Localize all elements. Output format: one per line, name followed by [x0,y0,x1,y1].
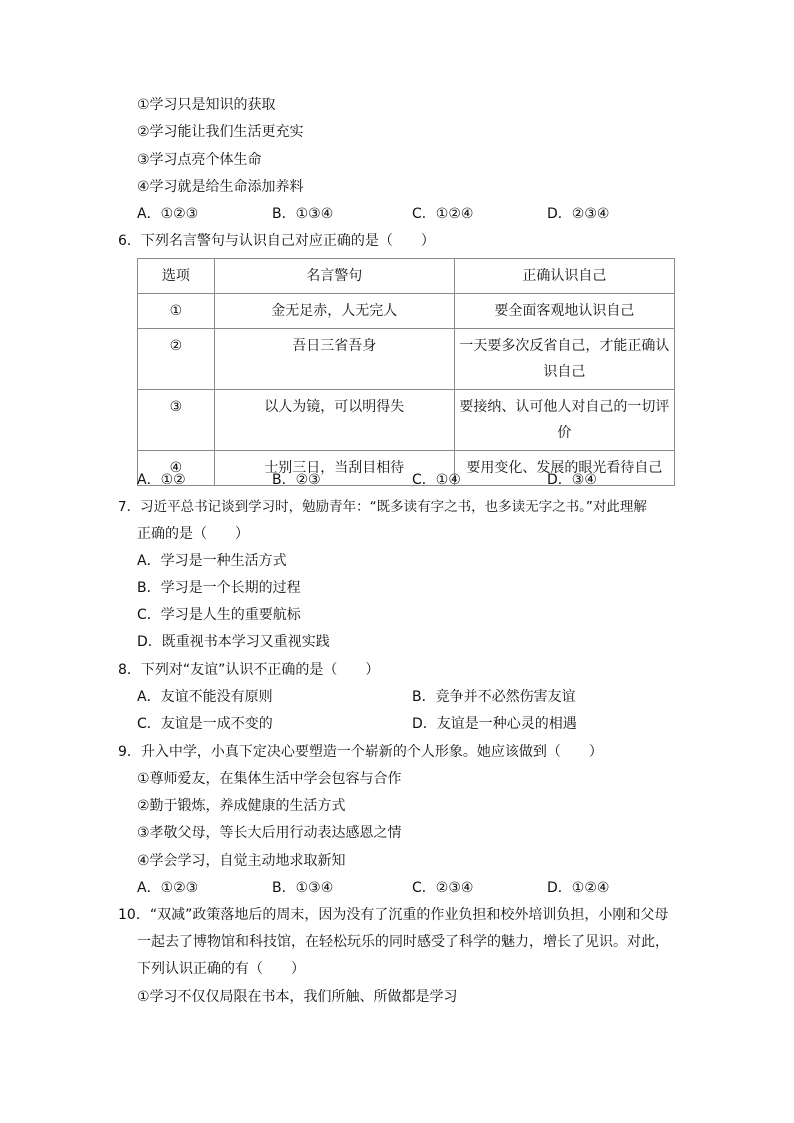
q5-option-c: C．①②④ [412,206,474,222]
q7-option-b: B．学习是一个长期的过程 [137,580,301,596]
q9-option-d: D．①②④ [547,880,610,896]
table-cell: 一天要多次反省自己，才能正确认识自己 [454,329,674,390]
q9-option-c: C．②③④ [412,880,474,896]
table-cell: 士别三日，当刮目相待 [214,451,454,486]
table-header: 选项 [138,259,215,294]
q5-option-a: A．①②③ [137,206,199,222]
table-row [138,294,675,329]
table-header: 名言警句 [214,259,454,294]
table-header-row [138,259,675,294]
q5-option-b: B．①③④ [272,206,334,222]
q9-option-a: A．①②③ [137,880,199,896]
q8-option-c: C．友谊是一成不变的 [137,716,273,732]
q6-option-d: D．③④ [547,472,597,488]
statement-3: ③学习点亮个体生命 [137,152,262,168]
q7-stem-line2: 正确的是（ ） [137,526,249,542]
q9-statement-4: ④学会学习，自觉主动地求取新知 [137,853,346,869]
table-cell: 金无足赤，人无完人 [214,294,454,329]
table-header: 正确认识自己 [454,259,674,294]
q10-stem-line3: 下列认识正确的有（ ） [137,961,305,977]
table-cell: 吾日三省吾身 [214,329,454,390]
table-cell: 以人为镜，可以明得失 [214,390,454,451]
table-cell: ③ [138,390,215,451]
q7-stem-line1: 7．习近平总书记谈到学习时，勉励青年：“既多读有字之书，也多读无字之书。”对此理解 [118,499,647,515]
q9-statement-2: ②勤于锻炼，养成健康的生活方式 [137,798,346,814]
q6-option-a: A．①② [137,472,186,488]
q8-option-d: D．友谊是一种心灵的相遇 [412,716,577,732]
q7-option-a: A．学习是一种生活方式 [137,553,287,569]
q5-option-d: D．②③④ [547,206,610,222]
q8-option-b: B．竞争并不必然伤害友谊 [412,689,576,705]
q10-stem-line2: 一起去了博物馆和科技馆，在轻松玩乐的同时感受了科学的魅力，增长了见识。对此， [137,934,669,950]
q10-statement-1: ①学习不仅仅局限在书本，我们所触、所做都是学习 [137,989,458,1005]
q8-option-a: A．友谊不能没有原则 [137,689,273,705]
q7-option-c: C．学习是人生的重要航标 [137,607,301,623]
q9-statement-1: ①尊师爱友，在集体生活中学会包容与合作 [137,771,402,787]
statement-4: ④学习就是给生命添加养料 [137,179,304,195]
statement-1: ①学习只是知识的获取 [137,97,276,113]
q7-option-d: D．既重视书本学习又重视实践 [137,634,330,650]
q9-stem: 9．升入中学，小真下定决心要塑造一个崭新的个人形象。她应该做到（ ） [118,744,603,760]
table-row [138,390,675,451]
table-cell: ① [138,294,215,329]
table-cell: 要用变化、发展的眼光看待自己 [454,451,674,486]
table-cell: 要接纳、认可他人对自己的一切评价 [454,390,674,451]
table-row [138,329,675,390]
table-cell: ④ [138,451,215,486]
statement-2: ②学习能让我们生活更充实 [137,124,304,140]
q8-stem: 8．下列对“友谊”认识不正确的是（ ） [118,662,380,678]
q10-stem-line1: 10．“双减”政策落地后的周末，因为没有了沉重的作业负担和校外培训负担，小刚和父母 [118,907,669,923]
q6-table [137,258,675,486]
table-cell: 要全面客观地认识自己 [454,294,674,329]
q6-option-b: B．②③ [272,472,321,488]
q6-stem: 6．下列名言警句与认识自己对应正确的是（ ） [118,233,435,249]
q6-option-c: C．①④ [412,472,461,488]
q9-statement-3: ③孝敬父母，等长大后用行动表达感恩之情 [137,825,402,841]
q9-option-b: B．①③④ [272,880,334,896]
table-cell: ② [138,329,215,390]
